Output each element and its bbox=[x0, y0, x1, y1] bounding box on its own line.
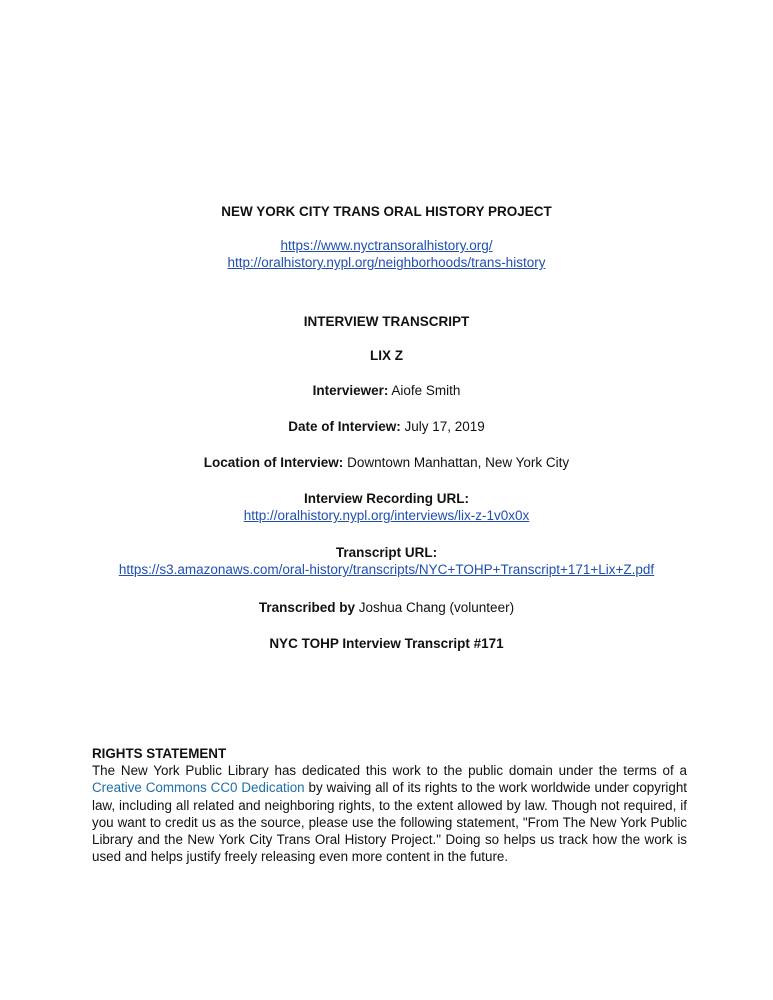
narrator-name: LIX Z bbox=[370, 348, 403, 363]
cc0-dedication-link[interactable]: Creative Commons CC0 Dedication bbox=[92, 780, 305, 796]
date-line bbox=[60, 418, 713, 435]
nypl-url-link[interactable]: http://oralhistory.nypl.org/neighborhoods/trans-history bbox=[227, 255, 546, 270]
transcribed-label: Transcribed by bbox=[258, 600, 355, 615]
transcript-url-link[interactable]: https://s3.amazonaws.com/oral-history/transcripts/NYC+TOHP+Transcript+171+Lix+Z.pdf bbox=[118, 562, 655, 577]
rights-body bbox=[92, 762, 687, 865]
project-links bbox=[60, 237, 713, 271]
rights-heading: RIGHTS STATEMENT bbox=[92, 746, 227, 761]
location-line bbox=[60, 454, 713, 471]
rights-statement bbox=[92, 745, 687, 865]
date-value: July 17, 2019 bbox=[400, 419, 485, 434]
transcribed-line bbox=[60, 599, 713, 616]
rights-text-before: The New York Public Library has dedicated this work to the public domain under the terms of a bbox=[92, 763, 687, 779]
transcript-url-label: Transcript URL: bbox=[335, 545, 438, 560]
project-title: NEW YORK CITY TRANS ORAL HISTORY PROJECT bbox=[221, 204, 552, 219]
transcribed-value: Joshua Chang (volunteer) bbox=[354, 600, 515, 615]
interviewer-line bbox=[60, 382, 713, 399]
transcript-heading: INTERVIEW TRANSCRIPT bbox=[303, 314, 470, 329]
transcript-url-block bbox=[60, 544, 713, 578]
date-label: Date of Interview: bbox=[288, 419, 401, 434]
project-url-link[interactable]: https://www.nyctransoralhistory.org/ bbox=[280, 238, 493, 253]
interviewer-label: Interviewer: bbox=[312, 383, 389, 398]
rights-text-after: by waiving all of its rights to the work worldwide under copyright law, including all related and neighboring rights, to the extent allowed by law. Though not required, if you want to credit us as the source, please use the following statement, "From The New York Public Library and the New York City Trans Oral History Project." Doing so helps us track how the work is used and helps justify freely releasing even more content in the future. bbox=[92, 780, 687, 865]
recording-label: Interview Recording URL: bbox=[303, 491, 470, 506]
location-value: Downtown Manhattan, New York City bbox=[343, 455, 570, 470]
recording-block bbox=[60, 490, 713, 524]
interviewer-value: Aiofe Smith bbox=[388, 383, 461, 398]
recording-url-link[interactable]: http://oralhistory.nypl.org/interviews/lix-z-1v0x0x bbox=[243, 508, 530, 523]
location-label: Location of Interview: bbox=[203, 455, 344, 470]
transcript-number: NYC TOHP Interview Transcript #171 bbox=[269, 636, 504, 651]
